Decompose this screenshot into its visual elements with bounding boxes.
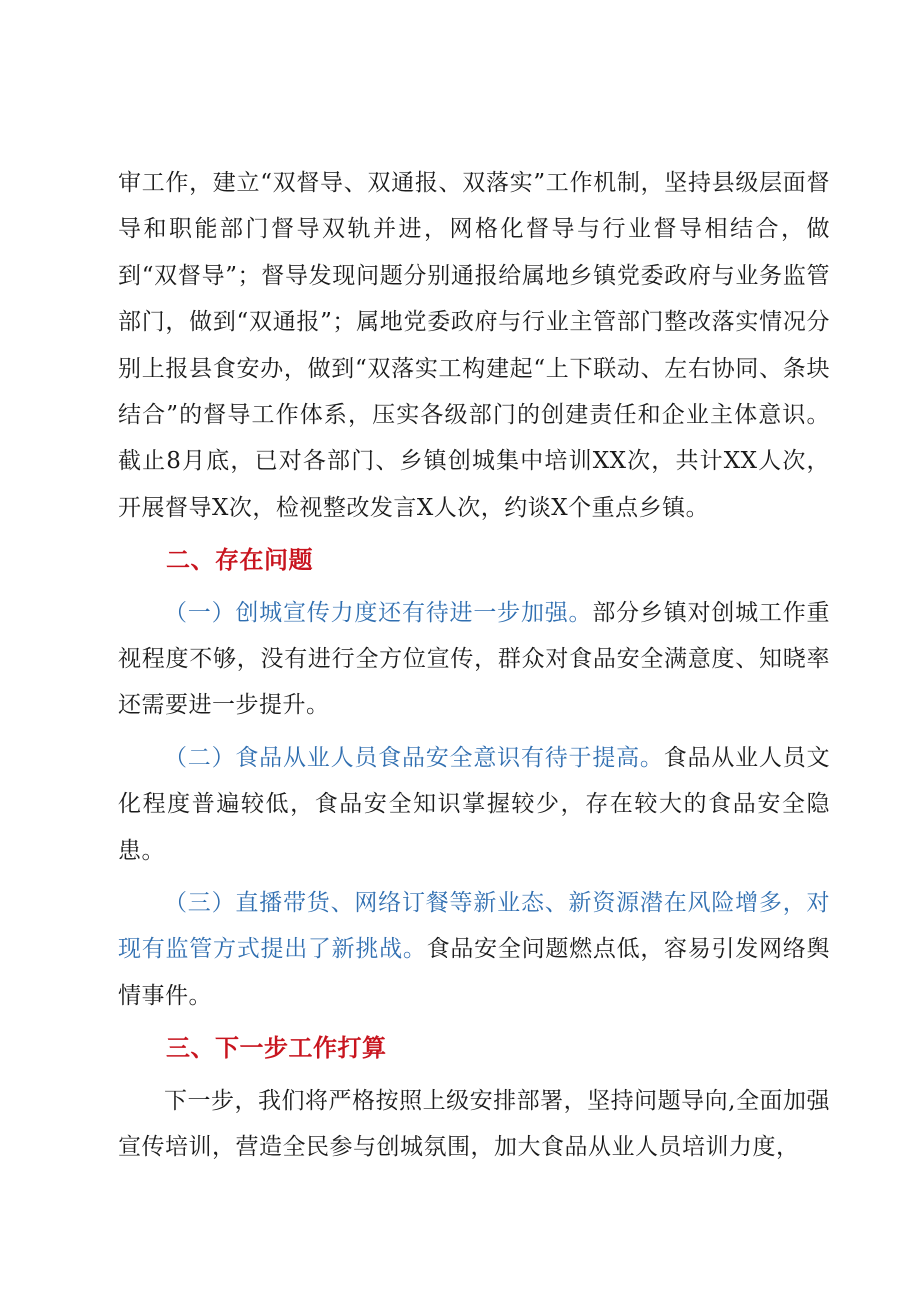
problem-item-1-lead: （一）创城宣传力度还有待进一步加强。: [164, 599, 593, 626]
problem-item-3: [118, 880, 830, 1019]
next-steps-paragraph: 下一步，我们将严格按照上级安排部署，坚持问题导向,全面加强宣传培训，营造全民参与创城氛围，加大食品从业人员培训力度，: [118, 1087, 830, 1161]
problem-item-1-body: 部分乡镇对创城工作重视程度不够，没有进行全方位宣传，群众对食品安全满意度、知晓率还需要进一步提升。: [118, 599, 831, 719]
section-heading-problems: 二、存在问题: [166, 546, 313, 575]
problem-item-2-lead: （二）食品从业人员食品安全意识有待于提高。: [164, 744, 664, 771]
intro-paragraph: 审工作，建立“双督导、双通报、双落实”工作机制，坚持县级层面督导和职能部门督导双轨并进，网格化督导与行业督导相结合，做到“双督导”；督导发现问题分别通报给属地乡镇党委政府与业务监管部门，做到“双通报”；属地党委政府与行业主管部门整改落实情况分别上报县食安办，做到“双落实工构建起“上下联动、左右协同、条块结合”的督导工作体系，压实各级部门的创建责任和企业主体意识。截止8月底，已对各部门、乡镇创城集中培训XX次，共计XX人次，开展督导X次，检视整改发言X人次，约谈X个重点乡镇。: [118, 170, 830, 521]
section-heading-next-steps: 三、下一步工作打算: [166, 1034, 387, 1063]
problem-item-2-body: 食品从业人员文化程度普遍较低，食品安全知识掌握较少，存在较大的食品安全隐患。: [118, 744, 831, 864]
problem-item-1: [118, 590, 830, 729]
problem-item-3-body: 食品安全问题燃点低，容易引发网络舆情事件。: [118, 936, 831, 1009]
problem-item-3-lead: （三）直播带货、网络订餐等新业态、新资源潜在风险增多，对现有监管方式提出了新挑战。: [118, 890, 830, 963]
document-body: [118, 160, 830, 1171]
problem-item-2: [118, 735, 830, 874]
